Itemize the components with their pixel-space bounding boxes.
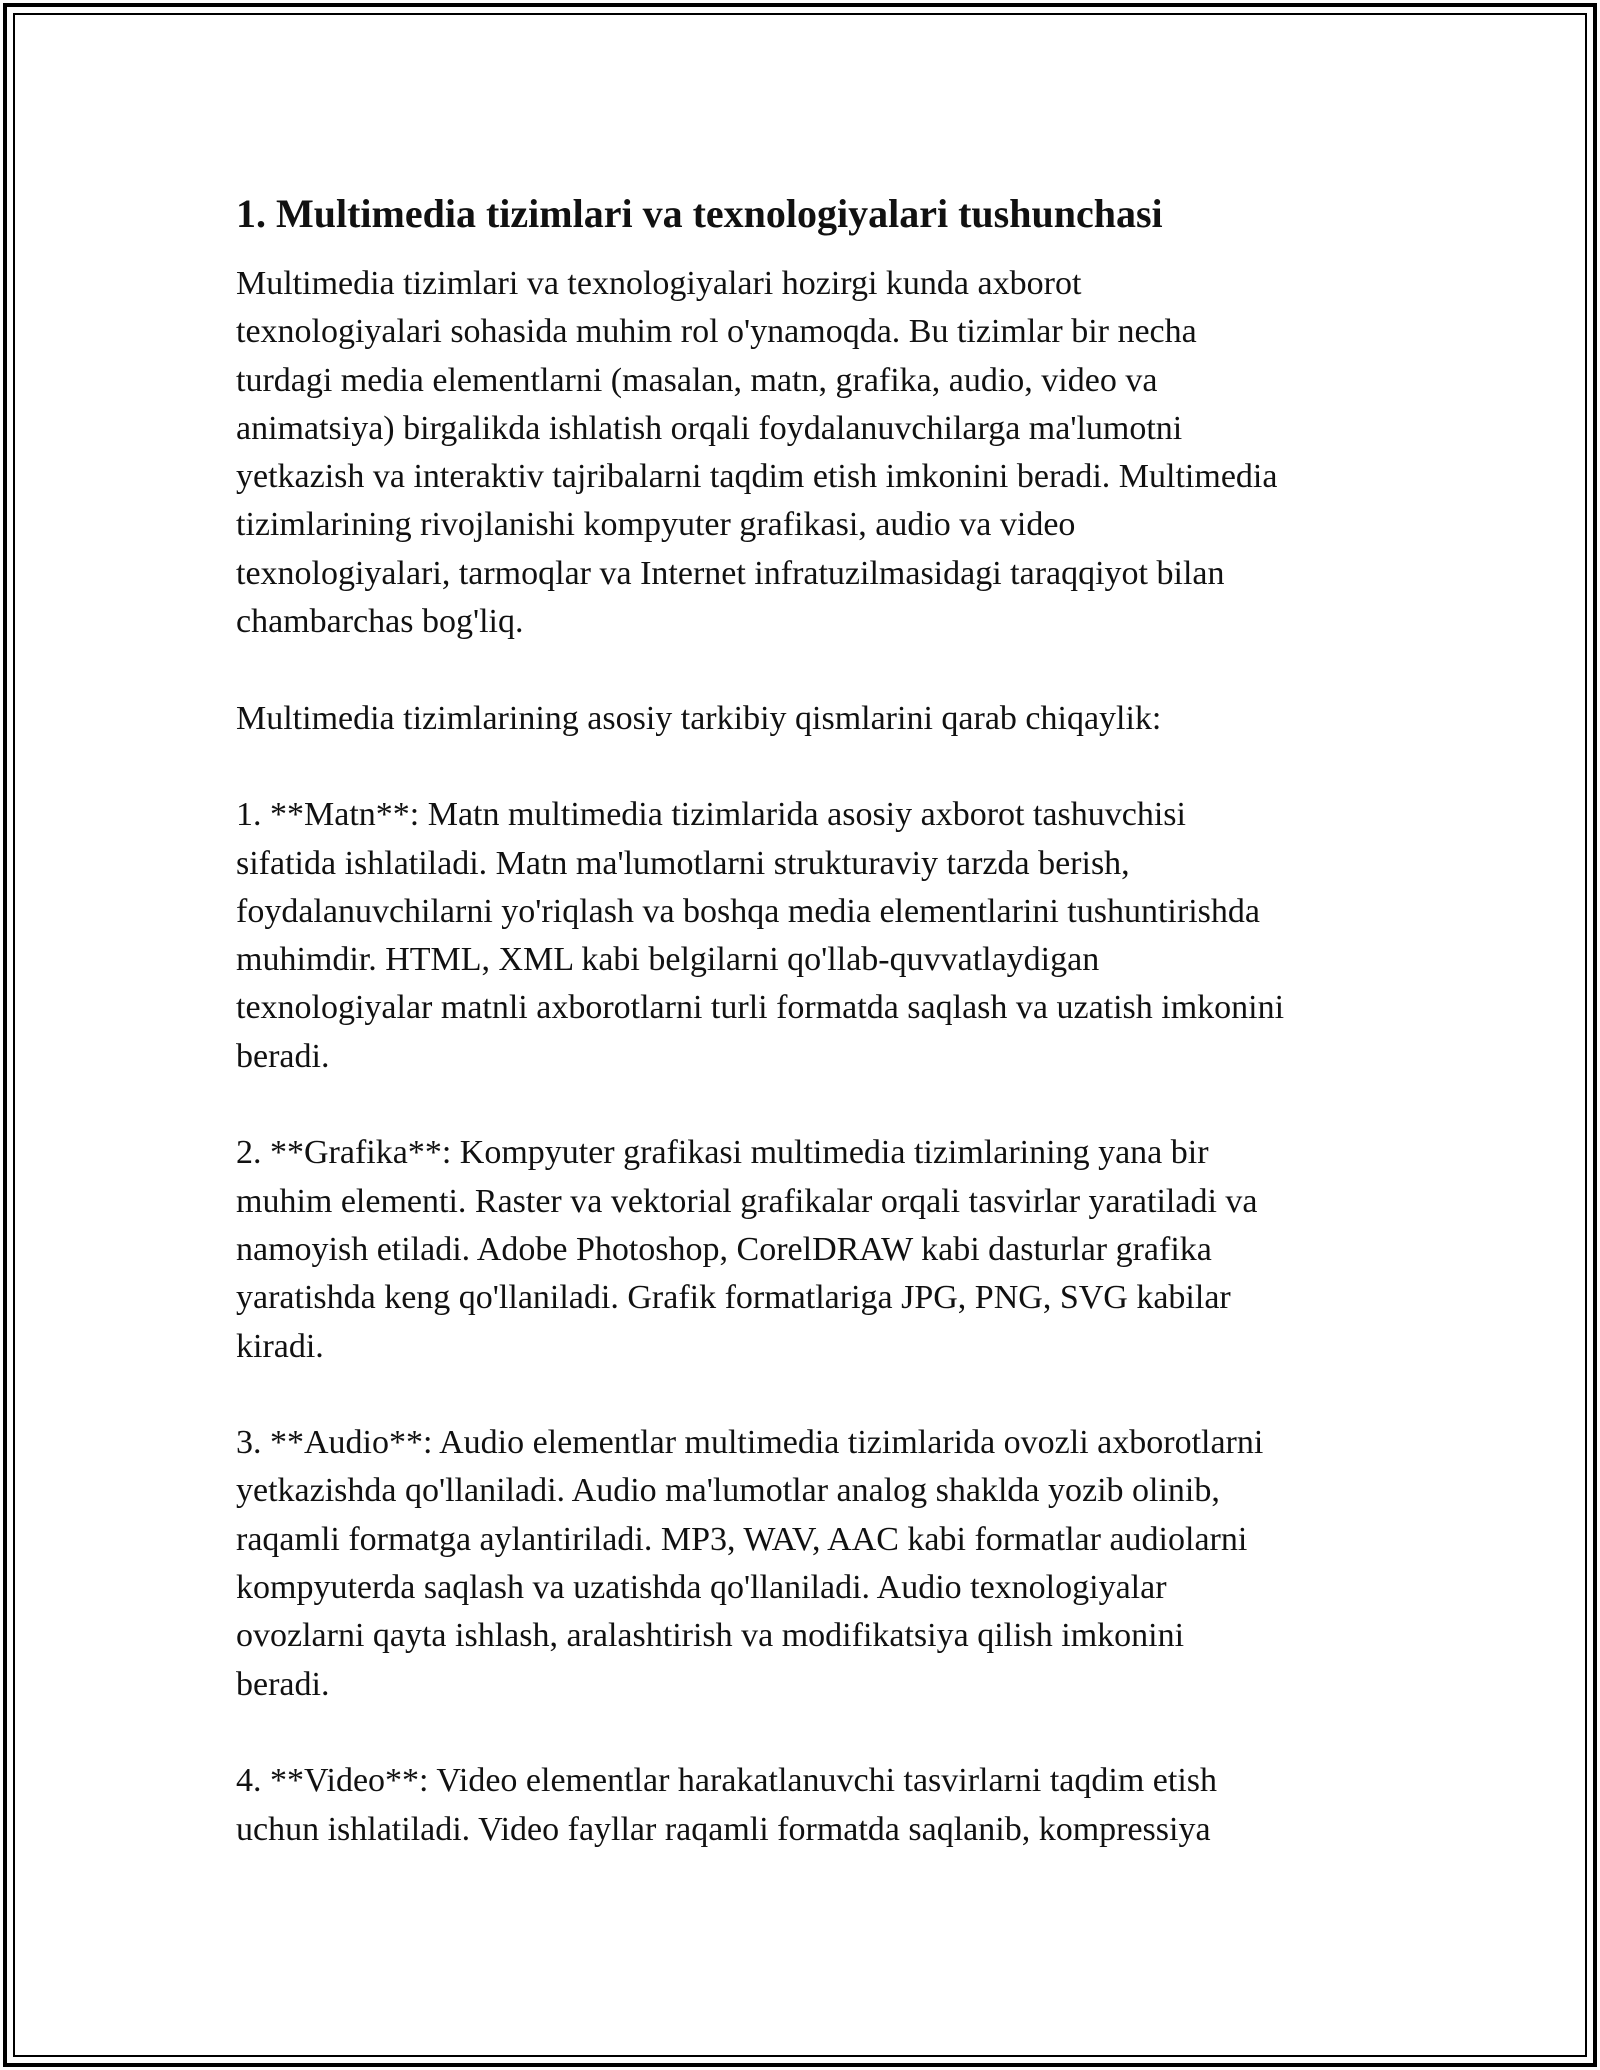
text-line: uchun ishlatiladi. Video fayllar raqamli formatda saqlanib, kompressiya bbox=[236, 1810, 1211, 1848]
paragraph-item-audio bbox=[236, 1419, 1376, 1709]
text-line: 1. **Matn**: Matn multimedia tizimlarida asosiy axborot tashuvchisi bbox=[236, 796, 1186, 834]
text-line: foydalanuvchilarni yo'riqlash va boshqa media elementlarini tushuntirishda bbox=[236, 892, 1260, 930]
text-line: tizimlarining rivojlanishi kompyuter grafikasi, audio va video bbox=[236, 506, 1076, 544]
text-line: texnologiyalar matnli axborotlarni turli formatda saqlash va uzatish imkonini bbox=[236, 989, 1285, 1027]
text-line: 3. **Audio**: Audio elementlar multimedia tizimlarida ovozli axborotlarni bbox=[236, 1424, 1264, 1462]
text-line: texnologiyalari sohasida muhim rol o'ynamoqda. Bu tizimlar bir necha bbox=[236, 313, 1197, 351]
text-line: texnologiyalari, tarmoqlar va Internet infratuzilmasidagi taraqqiyot bilan bbox=[236, 554, 1225, 592]
text-line: muhim elementi. Raster va vektorial grafikalar orqali tasvirlar yaratiladi va bbox=[236, 1182, 1258, 1220]
text-line: muhimdir. HTML, XML kabi belgilarni qo'llab-quvvatlaydigan bbox=[236, 941, 1100, 979]
text-line: Multimedia tizimlarining asosiy tarkibiy qismlarini qarab chiqaylik: bbox=[236, 699, 1162, 737]
text-line: beradi. bbox=[236, 1037, 330, 1075]
text-line: 2. **Grafika**: Kompyuter grafikasi multimedia tizimlarining yana bir bbox=[236, 1134, 1209, 1172]
section-heading: 1. Multimedia tizimlari va texnologiyalari tushunchasi bbox=[236, 191, 1163, 236]
paragraph-intro bbox=[236, 260, 1376, 646]
text-line: 4. **Video**: Video elementlar harakatlanuvchi tasvirlarni taqdim etish bbox=[236, 1762, 1218, 1800]
text-line: kompyuterda saqlash va uzatishda qo'llaniladi. Audio texnologiyalar bbox=[236, 1569, 1167, 1607]
text-line: chambarchas bog'liq. bbox=[236, 603, 524, 641]
paragraph-components-intro bbox=[236, 695, 1376, 743]
paragraph-item-graphics bbox=[236, 1129, 1376, 1370]
text-line: ovozlarni qayta ishlash, aralashtirish va modifikatsiya qilish imkonini bbox=[236, 1617, 1185, 1655]
text-line: yetkazishda qo'llaniladi. Audio ma'lumotlar analog shaklda yozib olinib, bbox=[236, 1472, 1220, 1510]
text-line: namoyish etiladi. Adobe Photoshop, CorelDRAW kabi dasturlar grafika bbox=[236, 1230, 1212, 1268]
paragraph-item-video bbox=[236, 1757, 1376, 1854]
text-line: raqamli formatga aylantiriladi. MP3, WAV, AAC kabi formatlar audiolarni bbox=[236, 1520, 1248, 1558]
text-line: animatsiya) birgalikda ishlatish orqali foydalanuvchilarga ma'lumotni bbox=[236, 409, 1183, 447]
text-line: yetkazish va interaktiv tajribalarni taqdim etish imkonini beradi. Multimedia bbox=[236, 458, 1278, 496]
text-line: beradi. bbox=[236, 1665, 330, 1703]
text-line: sifatida ishlatiladi. Matn ma'lumotlarni strukturaviy tarzda berish, bbox=[236, 844, 1130, 882]
document-body bbox=[236, 186, 1376, 1854]
paragraph-item-text bbox=[236, 791, 1376, 1081]
text-line: kiradi. bbox=[236, 1327, 324, 1365]
text-line: turdagi media elementlarni (masalan, matn, grafika, audio, video va bbox=[236, 361, 1158, 399]
text-line: Multimedia tizimlari va texnologiyalari hozirgi kunda axborot bbox=[236, 265, 1082, 302]
text-line: yaratishda keng qo'llaniladi. Grafik formatlariga JPG, PNG, SVG kabilar bbox=[236, 1279, 1231, 1317]
